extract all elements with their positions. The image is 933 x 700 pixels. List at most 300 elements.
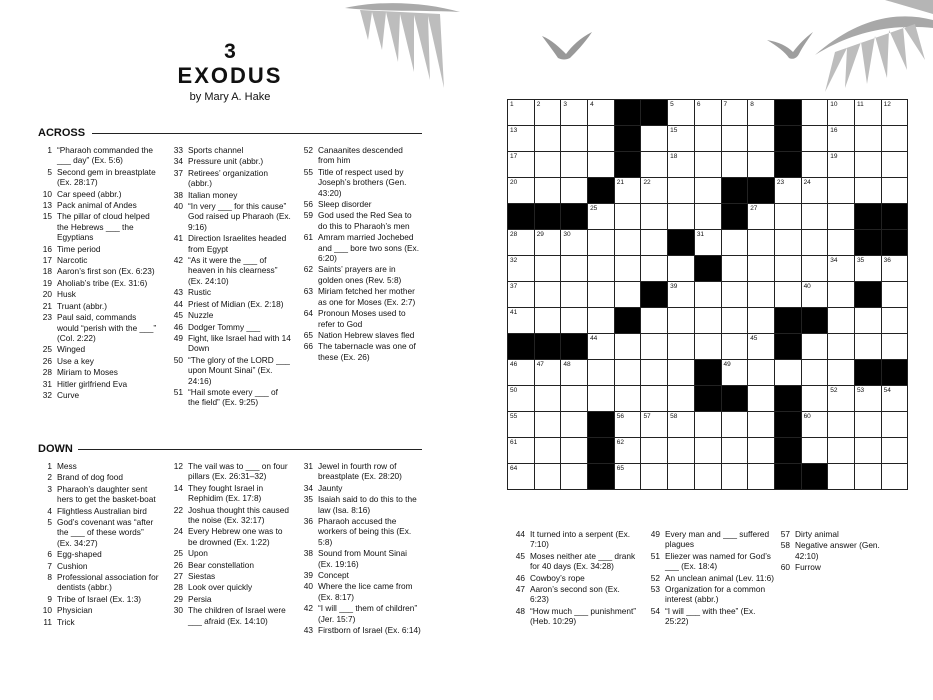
clue-item: [38, 189, 160, 199]
grid-cell[interactable]: [801, 360, 828, 386]
grid-cell[interactable]: [854, 256, 881, 282]
grid-black-square: [801, 308, 828, 334]
clue-item: [169, 201, 291, 232]
clue-number: 1: [47, 145, 52, 155]
grid-cell[interactable]: [508, 438, 535, 464]
grid-cell[interactable]: [854, 308, 881, 334]
grid-cell[interactable]: [881, 386, 908, 412]
grid-cell[interactable]: [588, 100, 615, 126]
grid-cell[interactable]: [854, 386, 881, 412]
grid-cell[interactable]: [828, 282, 855, 308]
grid-cell[interactable]: [561, 100, 588, 126]
grid-cell[interactable]: [561, 256, 588, 282]
grid-cell[interactable]: [881, 464, 908, 490]
clue-item: [299, 483, 421, 493]
grid-cell[interactable]: [801, 100, 828, 126]
clue-text: Pharaoh accused the workers of being this (Ex. 5:8): [318, 516, 412, 547]
grid-cell[interactable]: [694, 412, 721, 438]
grid-cell[interactable]: [828, 360, 855, 386]
clue-item: [38, 549, 160, 559]
grid-cell[interactable]: [748, 282, 775, 308]
grid-cell[interactable]: [641, 386, 668, 412]
clue-item: [299, 210, 421, 231]
grid-black-square: [721, 204, 748, 230]
grid-cell[interactable]: [801, 126, 828, 152]
clue-number: 5: [47, 166, 52, 177]
grid-cell[interactable]: [881, 308, 908, 334]
grid-cell[interactable]: [641, 230, 668, 256]
grid-cell[interactable]: [588, 256, 615, 282]
grid-cell[interactable]: [748, 100, 775, 126]
grid-cell[interactable]: [588, 204, 615, 230]
clue-text: Siestas: [188, 571, 216, 582]
grid-cell[interactable]: [721, 152, 748, 178]
clue-text: Concept: [318, 570, 349, 581]
grid-cell[interactable]: [508, 308, 535, 334]
grid-cell[interactable]: [881, 152, 908, 178]
grid-cell[interactable]: [561, 282, 588, 308]
grid-cell[interactable]: [668, 334, 695, 360]
grid-cell[interactable]: [508, 100, 535, 126]
grid-cell[interactable]: [801, 282, 828, 308]
grid-cell[interactable]: [508, 282, 535, 308]
grid-cell[interactable]: [668, 282, 695, 308]
grid-cell[interactable]: [614, 386, 641, 412]
grid-row: [508, 464, 908, 490]
grid-cell[interactable]: [561, 464, 588, 490]
clue-item: [169, 156, 291, 166]
grid-cell[interactable]: [534, 100, 561, 126]
grid-cell[interactable]: [801, 412, 828, 438]
clue-item: [169, 387, 291, 408]
grid-cell[interactable]: [508, 412, 535, 438]
grid-cell[interactable]: [721, 308, 748, 334]
grid-cell-number: 64: [510, 465, 518, 472]
clue-text: Joshua thought this caused the noise (Ex. 32:17): [188, 504, 290, 526]
grid-cell[interactable]: [668, 178, 695, 204]
grid-cell-number: 19: [830, 153, 838, 160]
grid-cell[interactable]: [881, 100, 908, 126]
grid-cell[interactable]: [774, 230, 801, 256]
grid-cell[interactable]: [561, 308, 588, 334]
grid-cell-number: 22: [643, 179, 651, 186]
grid-cell[interactable]: [801, 334, 828, 360]
grid-cell[interactable]: [801, 152, 828, 178]
grid-cell[interactable]: [614, 360, 641, 386]
grid-cell[interactable]: [588, 126, 615, 152]
clue-item: [169, 168, 291, 189]
grid-cell[interactable]: [828, 204, 855, 230]
clue-item: [511, 606, 639, 627]
grid-black-square: [534, 204, 561, 230]
grid-row: [508, 412, 908, 438]
clue-item: [38, 379, 160, 389]
clue-number: 13: [42, 200, 52, 211]
clue-text: “In very ___ for this cause” God raised up Pharaoh (Ex. 9:16): [188, 201, 291, 232]
grid-cell[interactable]: [748, 464, 775, 490]
grid-cell[interactable]: [721, 230, 748, 256]
grid-cell[interactable]: [561, 438, 588, 464]
grid-cell[interactable]: [614, 178, 641, 204]
grid-cell[interactable]: [508, 386, 535, 412]
clue-text: An unclean animal (Lev. 11:6): [665, 572, 774, 583]
grid-black-square: [694, 386, 721, 412]
grid-cell[interactable]: [534, 386, 561, 412]
grid-cell[interactable]: [614, 204, 641, 230]
clue-number: 46: [173, 321, 183, 332]
grid-cell[interactable]: [748, 438, 775, 464]
clue-text: Use a key: [57, 355, 94, 366]
grid-cell[interactable]: [668, 360, 695, 386]
grid-cell[interactable]: [561, 386, 588, 412]
grid-cell[interactable]: [828, 178, 855, 204]
clue-text: Aaron’s second son (Ex. 6:23): [530, 584, 620, 605]
grid-cell[interactable]: [508, 152, 535, 178]
grid-cell[interactable]: [854, 334, 881, 360]
grid-cell-number: 16: [830, 127, 838, 134]
grid-cell[interactable]: [614, 438, 641, 464]
grid-cell[interactable]: [801, 386, 828, 412]
clue-text: God’s covenant was “after the ___ of these words” (Ex. 34:27): [57, 517, 154, 548]
grid-cell[interactable]: [588, 360, 615, 386]
clue-text: The pillar of cloud helped the Hebrews ___ the Egyptians: [57, 211, 150, 243]
grid-row: [508, 308, 908, 334]
grid-cell[interactable]: [748, 386, 775, 412]
grid-cell[interactable]: [641, 360, 668, 386]
clue-number: 28: [42, 367, 52, 378]
grid-cell[interactable]: [668, 412, 695, 438]
clue-number: 39: [303, 570, 313, 581]
grid-cell[interactable]: [854, 464, 881, 490]
puzzle-number: 3: [224, 40, 236, 63]
grid-cell[interactable]: [534, 438, 561, 464]
clue-text: Negative answer (Gen. 42:10): [795, 540, 880, 561]
clue-number: 57: [780, 529, 790, 539]
grid-cell[interactable]: [508, 464, 535, 490]
clue-item: [511, 551, 639, 572]
grid-cell-number: 5: [670, 101, 674, 108]
grid-cell[interactable]: [854, 178, 881, 204]
grid-cell[interactable]: [641, 256, 668, 282]
grid-cell[interactable]: [721, 256, 748, 282]
clue-item: [38, 145, 160, 166]
grid-cell[interactable]: [561, 152, 588, 178]
grid-cell[interactable]: [774, 204, 801, 230]
grid-cell[interactable]: [854, 126, 881, 152]
grid-cell[interactable]: [588, 282, 615, 308]
grid-black-square: [854, 230, 881, 256]
grid-cell[interactable]: [801, 438, 828, 464]
grid-black-square: [774, 334, 801, 360]
grid-cell[interactable]: [534, 360, 561, 386]
grid-cell-number: 56: [616, 413, 624, 420]
grid-cell[interactable]: [721, 100, 748, 126]
grid-cell[interactable]: [828, 464, 855, 490]
grid-cell[interactable]: [534, 126, 561, 152]
grid-cell[interactable]: [641, 308, 668, 334]
grid-cell[interactable]: [828, 334, 855, 360]
grid-cell[interactable]: [668, 256, 695, 282]
grid-cell[interactable]: [721, 464, 748, 490]
grid-cell[interactable]: [641, 126, 668, 152]
grid-cell-number: 46: [510, 361, 518, 368]
grid-cell[interactable]: [614, 230, 641, 256]
grid-cell-number: 30: [563, 231, 571, 238]
grid-cell[interactable]: [588, 308, 615, 334]
grid-cell[interactable]: [508, 230, 535, 256]
grid-cell[interactable]: [694, 282, 721, 308]
clue-number: 38: [173, 189, 183, 200]
grid-cell[interactable]: [588, 386, 615, 412]
grid-cell[interactable]: [561, 230, 588, 256]
grid-cell[interactable]: [534, 230, 561, 256]
grid-cell[interactable]: [694, 178, 721, 204]
clue-item: [776, 529, 904, 539]
clue-item: [776, 562, 904, 572]
grid-cell[interactable]: [748, 412, 775, 438]
grid-cell[interactable]: [854, 152, 881, 178]
clue-number: 16: [42, 243, 52, 254]
grid-cell[interactable]: [508, 178, 535, 204]
grid-cell[interactable]: [588, 152, 615, 178]
grid-cell[interactable]: [641, 412, 668, 438]
grid-cell[interactable]: [774, 282, 801, 308]
grid-cell[interactable]: [774, 178, 801, 204]
grid-cell[interactable]: [668, 204, 695, 230]
crossword-grid: [507, 99, 908, 490]
clue-number: 45: [515, 550, 525, 561]
grid-cell[interactable]: [721, 126, 748, 152]
grid-cell[interactable]: [614, 464, 641, 490]
grid-cell[interactable]: [641, 178, 668, 204]
grid-cell-number: 18: [670, 153, 678, 160]
grid-cell[interactable]: [748, 204, 775, 230]
grid-cell-number: 53: [856, 387, 865, 394]
clue-number: 61: [303, 232, 313, 243]
grid-cell[interactable]: [534, 282, 561, 308]
grid-cell[interactable]: [668, 464, 695, 490]
clue-item: [38, 367, 160, 377]
clue-number: 19: [42, 277, 52, 288]
grid-cell[interactable]: [774, 360, 801, 386]
grid-cell-number: 1: [510, 101, 514, 108]
clue-text: God used the Red Sea to do this to Pharaoh’s men: [318, 210, 412, 231]
grid-cell[interactable]: [694, 308, 721, 334]
grid-cell[interactable]: [748, 152, 775, 178]
grid-cell[interactable]: [801, 230, 828, 256]
grid-cell[interactable]: [534, 464, 561, 490]
clue-text: Jewel in fourth row of breastplate (Ex. 28:20): [318, 461, 402, 482]
grid-cell[interactable]: [668, 100, 695, 126]
clue-number: 34: [303, 482, 313, 493]
clue-item: [169, 571, 291, 581]
grid-cell[interactable]: [721, 360, 748, 386]
grid-cell[interactable]: [561, 126, 588, 152]
grid-cell[interactable]: [508, 256, 535, 282]
grid-cell[interactable]: [828, 256, 855, 282]
clue-number: 24: [173, 526, 183, 537]
grid-cell[interactable]: [881, 126, 908, 152]
grid-cell[interactable]: [534, 152, 561, 178]
grid-cell[interactable]: [641, 464, 668, 490]
grid-cell[interactable]: [828, 152, 855, 178]
grid-black-square: [508, 334, 535, 360]
clue-number: 52: [650, 572, 660, 583]
grid-cell[interactable]: [748, 334, 775, 360]
grid-cell[interactable]: [668, 152, 695, 178]
grid-cell[interactable]: [748, 308, 775, 334]
grid-cell[interactable]: [534, 308, 561, 334]
clue-item: [38, 461, 160, 471]
clue-text: Firstborn of Israel (Ex. 6:14): [318, 625, 421, 636]
grid-cell[interactable]: [881, 256, 908, 282]
grid-cell[interactable]: [828, 230, 855, 256]
grid-cell-number: 34: [830, 257, 838, 264]
grid-cell[interactable]: [881, 178, 908, 204]
grid-black-square: [694, 256, 721, 282]
grid-cell-number: 48: [563, 361, 571, 368]
grid-cell[interactable]: [508, 360, 535, 386]
grid-cell[interactable]: [534, 412, 561, 438]
clue-text: It turned into a serpent (Ex. 7:10): [530, 529, 631, 550]
down-column-4: [511, 529, 639, 628]
puzzle-title: EXODUS: [177, 63, 283, 88]
clue-text: The vail was to ___ on four pillars (Ex. 26:31–32): [188, 461, 288, 482]
grid-cell[interactable]: [534, 256, 561, 282]
grid-row: [508, 334, 908, 360]
grid-cell[interactable]: [694, 230, 721, 256]
grid-cell[interactable]: [561, 412, 588, 438]
clue-number: 43: [303, 625, 313, 636]
clue-number: 51: [650, 550, 660, 561]
grid-cell[interactable]: [668, 438, 695, 464]
grid-black-square: [801, 464, 828, 490]
grid-cell[interactable]: [748, 230, 775, 256]
clue-number: 26: [173, 559, 183, 570]
clue-item: [38, 266, 160, 276]
grid-cell[interactable]: [561, 178, 588, 204]
author-byline: by Mary A. Hake: [189, 91, 271, 103]
grid-cell[interactable]: [694, 334, 721, 360]
clue-text: The children of Israel were ___ afraid (Ex. 14:10): [188, 605, 286, 626]
grid-cell[interactable]: [721, 412, 748, 438]
clue-item: [38, 255, 160, 265]
clue-item: [38, 278, 160, 288]
grid-cell[interactable]: [854, 412, 881, 438]
grid-cell-number: 60: [803, 413, 811, 420]
grid-cell[interactable]: [614, 334, 641, 360]
grid-black-square: [881, 360, 908, 386]
grid-cell[interactable]: [748, 360, 775, 386]
grid-cell[interactable]: [828, 438, 855, 464]
grid-cell[interactable]: [854, 438, 881, 464]
grid-cell[interactable]: [694, 464, 721, 490]
grid-cell-number: 23: [776, 179, 785, 186]
grid-cell[interactable]: [721, 438, 748, 464]
grid-cell[interactable]: [828, 308, 855, 334]
grid-cell[interactable]: [534, 178, 561, 204]
grid-cell[interactable]: [721, 282, 748, 308]
grid-cell[interactable]: [881, 334, 908, 360]
grid-cell[interactable]: [854, 100, 881, 126]
clue-item: [169, 333, 291, 354]
across-column-2: [169, 145, 291, 409]
grid-cell[interactable]: [694, 204, 721, 230]
grid-cell[interactable]: [561, 360, 588, 386]
grid-cell[interactable]: [694, 152, 721, 178]
grid-cell-number: 54: [883, 387, 891, 394]
clue-text: Hitler girlfriend Eva: [57, 378, 128, 389]
grid-row: [508, 100, 908, 126]
grid-cell[interactable]: [614, 282, 641, 308]
grid-cell-number: 7: [723, 101, 728, 108]
grid-cell[interactable]: [694, 126, 721, 152]
grid-cell[interactable]: [614, 412, 641, 438]
grid-cell[interactable]: [694, 438, 721, 464]
clue-number: 53: [650, 584, 660, 595]
grid-black-square: [588, 438, 615, 464]
grid-black-square: [774, 152, 801, 178]
grid-cell[interactable]: [668, 308, 695, 334]
grid-cell[interactable]: [881, 412, 908, 438]
grid-cell[interactable]: [668, 386, 695, 412]
clue-text: “Hail smote every ___ of the field” (Ex. 9:25): [188, 386, 278, 408]
clue-number: 42: [303, 603, 313, 614]
grid-cell[interactable]: [508, 126, 535, 152]
grid-row: [508, 386, 908, 412]
clue-text: Direction Israelites headed from Egypt: [188, 233, 287, 254]
clue-item: [299, 232, 421, 263]
grid-cell[interactable]: [641, 204, 668, 230]
grid-cell[interactable]: [881, 282, 908, 308]
grid-cell[interactable]: [774, 256, 801, 282]
grid-cell[interactable]: [828, 100, 855, 126]
grid-cell[interactable]: [801, 178, 828, 204]
grid-black-square: [774, 308, 801, 334]
clue-item: [299, 145, 421, 166]
clue-text: Nation Hebrew slaves fled: [318, 329, 415, 340]
grid-cell[interactable]: [828, 386, 855, 412]
grid-cell[interactable]: [588, 230, 615, 256]
clue-number: 60: [780, 562, 790, 573]
clue-number: 52: [303, 145, 313, 155]
grid-cell[interactable]: [641, 152, 668, 178]
grid-cell[interactable]: [641, 438, 668, 464]
clue-text: Upon: [188, 548, 208, 559]
clue-item: [299, 308, 421, 329]
grid-cell[interactable]: [748, 126, 775, 152]
grid-cell[interactable]: [588, 334, 615, 360]
clue-item: [169, 548, 291, 558]
grid-cell[interactable]: [641, 334, 668, 360]
grid-cell[interactable]: [614, 256, 641, 282]
grid-cell-number: 3: [563, 101, 567, 108]
grid-cell[interactable]: [881, 438, 908, 464]
grid-cell[interactable]: [801, 204, 828, 230]
grid-cell[interactable]: [828, 412, 855, 438]
grid-cell[interactable]: [668, 126, 695, 152]
grid-cell[interactable]: [721, 334, 748, 360]
grid-cell[interactable]: [694, 100, 721, 126]
grid-cell[interactable]: [748, 256, 775, 282]
clue-text: “The glory of the LORD ___ upon Mount Sinai” (Ex. 24:16): [188, 354, 290, 386]
grid-black-square: [774, 126, 801, 152]
grid-cell[interactable]: [828, 126, 855, 152]
clue-text: Moses neither ate ___ drank for 40 days (Ex. 34:28): [530, 550, 636, 572]
grid-cell[interactable]: [801, 256, 828, 282]
clue-text: Persia: [188, 593, 212, 604]
clue-text: Italian money: [188, 189, 238, 200]
